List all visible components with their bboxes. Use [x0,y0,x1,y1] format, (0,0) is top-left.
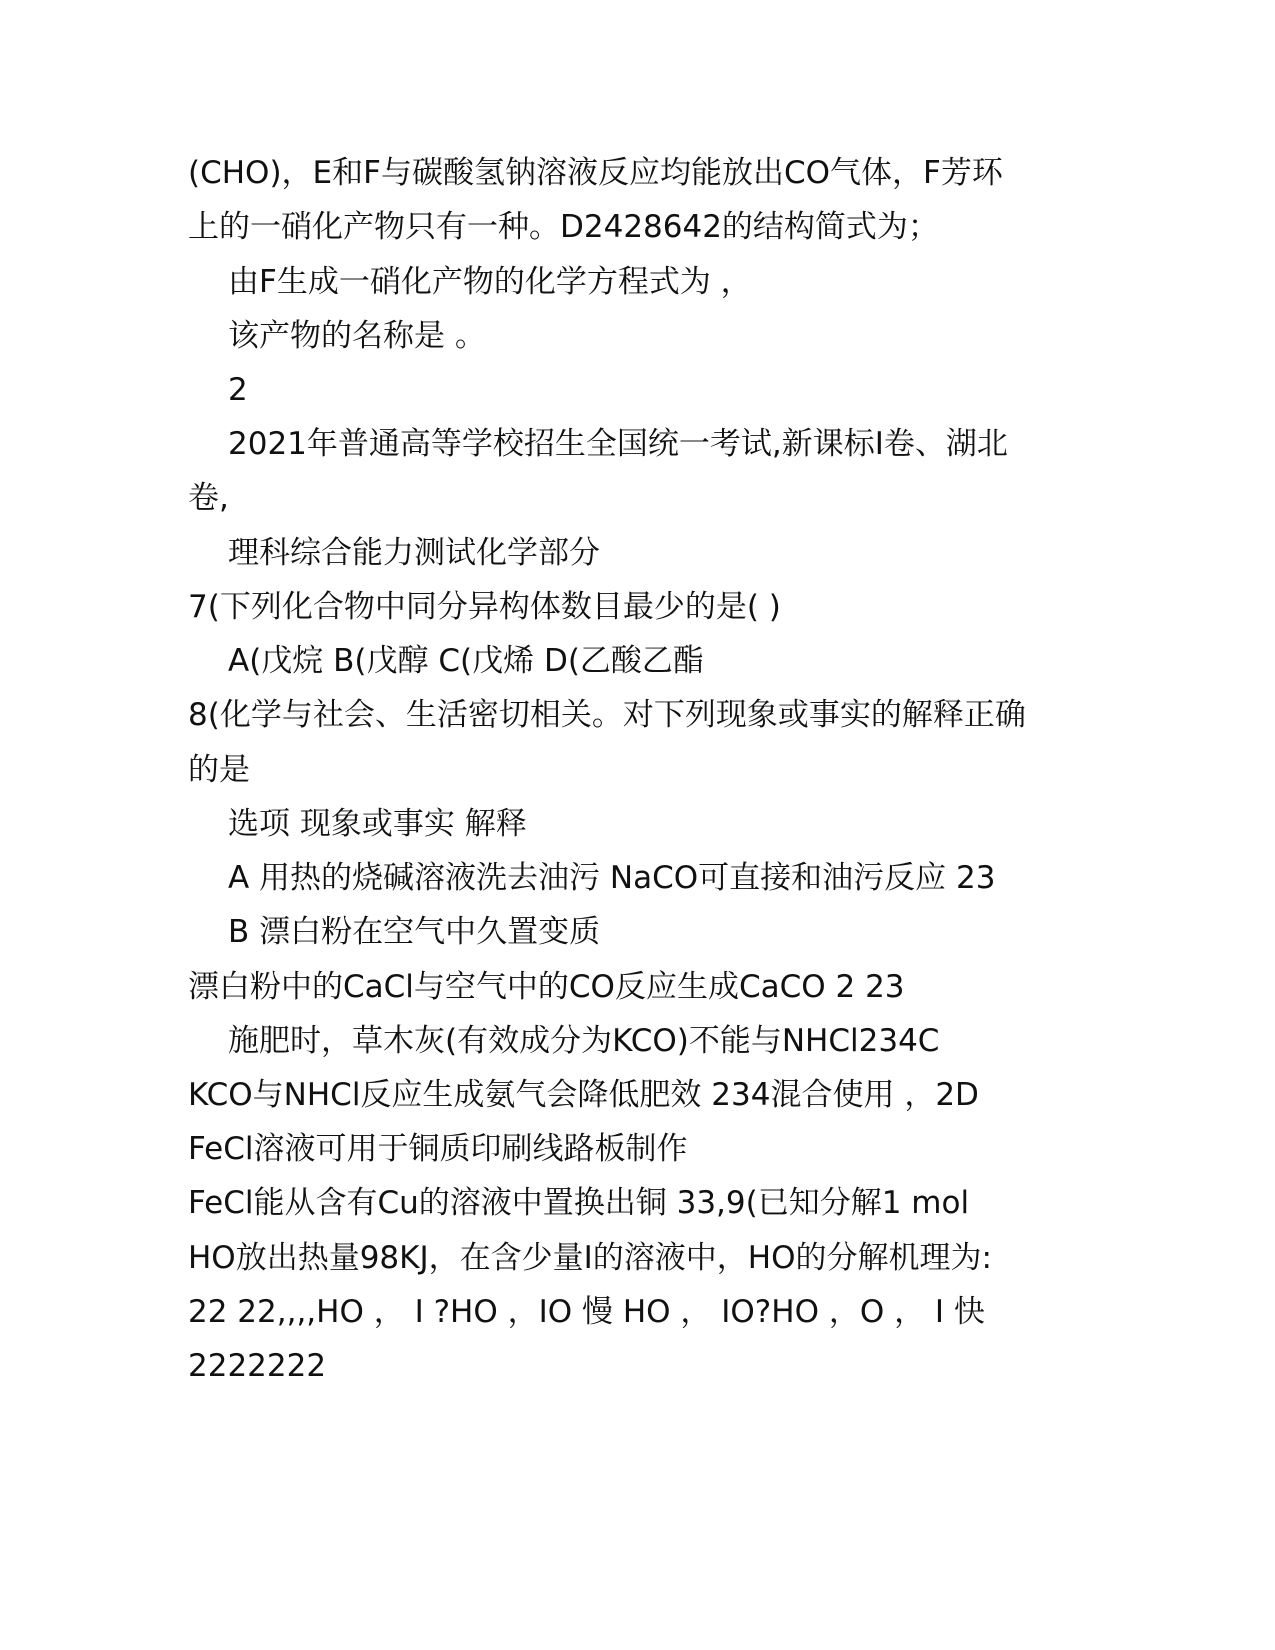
text-line-14: A 用热的烧碱溶液洗去油污 NaCO可直接和油污反应 23 [228,860,996,896]
text-line-6: 2021年普通高等学校招生全国统一考试,新课标I卷、湖北 [228,426,1008,462]
text-line-12: 的是 [188,752,250,788]
text-line-4: 该产物的名称是 。 [228,318,486,354]
text-line-20: FeCl能从含有Cu的溶液中置换出铜 33,9(已知分解1 mol [188,1185,970,1221]
text-line-18: KCO与NHCl反应生成氨气会降低肥效 234混合使用 ，2D [188,1077,979,1113]
text-line-21: HO放出热量98KJ，在含少量I的溶液中，HO的分解机理为: [188,1240,992,1276]
text-line-17: 施肥时，草木灰(有效成分为KCO)不能与NHCl234C [228,1023,940,1059]
text-line-15: B 漂白粉在空气中久置变质 [228,914,601,950]
text-line-23: 2222222 [188,1348,327,1384]
text-line-7: 卷, [188,480,229,516]
text-line-1: (CHO)，E和F与碳酸氢钠溶液反应均能放出CO气体，F芳环 [188,155,1003,191]
text-line-3: 由F生成一硝化产物的化学方程式为 ， [228,264,752,300]
text-line-22: 22 22,,,,HO ， I ?HO ，IO 慢 HO ， IO?HO ，O ， I 快 [188,1294,985,1330]
text-line-2: 上的一硝化产物只有一种。D2428642的结构简式为； [188,209,939,245]
text-line-16: 漂白粉中的CaCl与空气中的CO反应生成CaCO 2 23 [188,969,905,1005]
text-line-19: FeCl溶液可用于铜质印刷线路板制作 [188,1131,688,1167]
text-line-8: 理科综合能力测试化学部分 [228,535,600,571]
text-line-11: 8(化学与社会、生活密切相关。对下列现象或事实的解释正确 [188,697,1026,733]
text-line-9: 7(下列化合物中同分异构体数目最少的是( ) [188,589,781,625]
text-line-5: 2 [228,372,248,408]
text-line-13: 选项 现象或事实 解释 [228,806,527,842]
text-line-10: A(戊烷 B(戊醇 C(戊烯 D(乙酸乙酯 [228,643,704,679]
